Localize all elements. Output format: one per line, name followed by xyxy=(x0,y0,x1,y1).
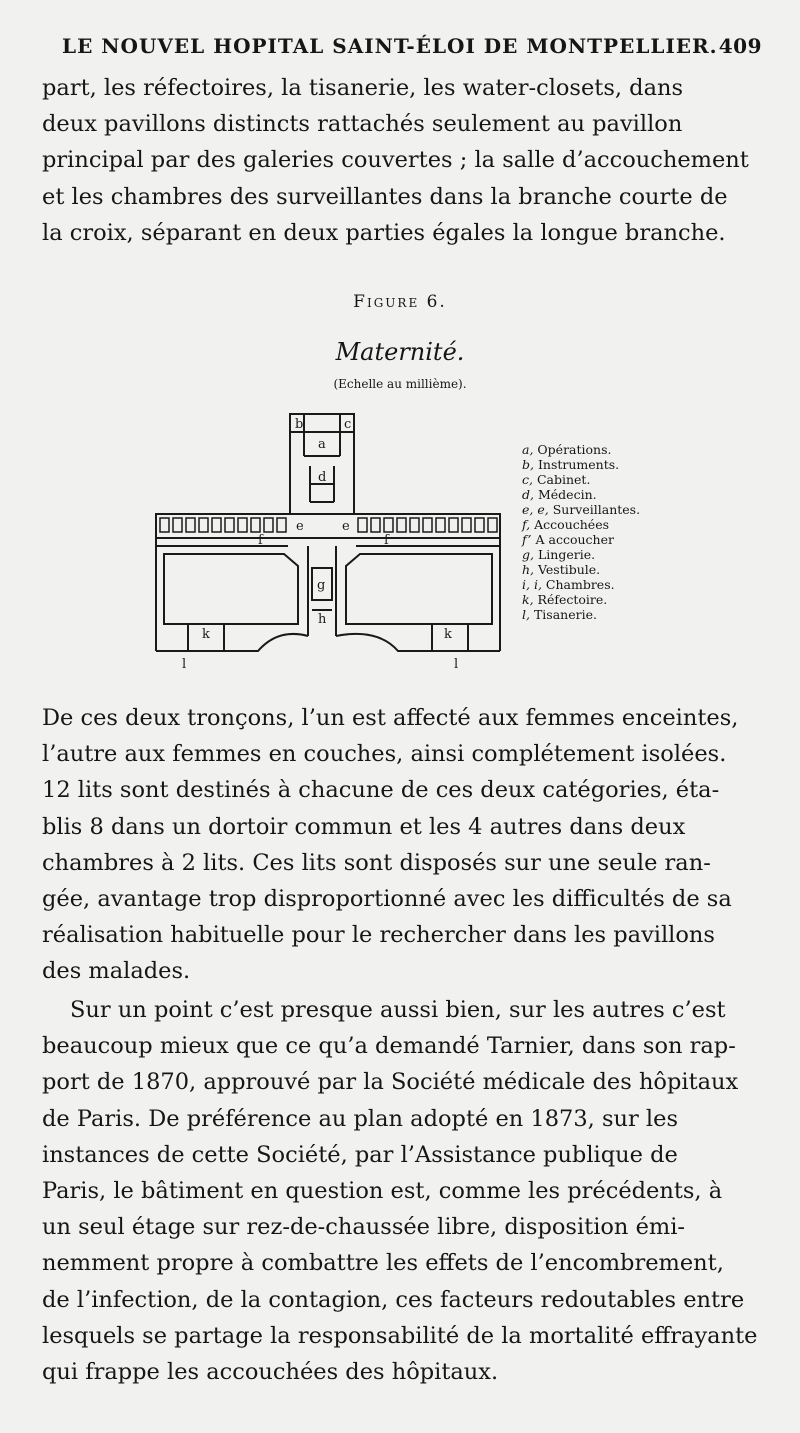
text-line: part, les réfectoires, la tisanerie, les water-closets, dans xyxy=(42,75,684,101)
legend-item: l, Tisanerie. xyxy=(522,607,597,622)
text-line: beaucoup mieux que ce qu’a demandé Tarnier, dans son rap- xyxy=(42,1033,736,1060)
plan-letter-l-left: l xyxy=(182,657,187,672)
text-line: un seul étage sur rez-de-chaussée libre, disposition émi- xyxy=(42,1214,686,1241)
text-line: l’autre aux femmes en couches, ainsi complétement isolées. xyxy=(42,741,727,768)
text-line: 12 lits sont destinés à chacune de ces deux catégories, éta- xyxy=(42,777,720,804)
text-line: deux pavillons distincts rattachés seulement au pavillon xyxy=(42,111,683,138)
plan-letter-b: b xyxy=(295,417,304,432)
plan-letter-c: c xyxy=(344,417,352,432)
text-line: et les chambres des surveillantes dans la branche courte de xyxy=(42,183,728,210)
figure-scale: (Echelle au millième). xyxy=(333,377,467,391)
page-header xyxy=(62,34,762,58)
plan-letter-l-right: l xyxy=(454,657,459,672)
legend-item: e, e, Surveillantes. xyxy=(522,502,641,517)
plan-letter-a: a xyxy=(318,437,326,452)
legend-item: f, Accouchées xyxy=(522,517,610,532)
text-line: Paris, le bâtiment en question est, comme les précédents, à xyxy=(42,1178,723,1205)
plan-letter-h: h xyxy=(318,612,327,627)
text-line: lesquels se partage la responsabilité de la mortalité effrayante xyxy=(42,1322,758,1349)
paragraph-top xyxy=(42,70,760,251)
paragraph-bottom xyxy=(42,992,760,1390)
plan-letter-k-left: k xyxy=(202,627,210,642)
plan-letter-e-right: e xyxy=(342,519,350,534)
text-line: nemment propre à combattre les effets de l’encombrement, xyxy=(42,1250,724,1277)
legend-item: d, Médecin. xyxy=(522,487,597,502)
text-line: Sur un point c’est presque aussi bien, sur les autres c’est xyxy=(70,997,726,1023)
plan-letter-e-left: e xyxy=(296,519,304,534)
page-number: 409 xyxy=(718,34,762,58)
maternity-floor-plan xyxy=(148,406,508,674)
plan-letter-k-right: k xyxy=(444,627,452,642)
legend-item: a, Opérations. xyxy=(522,442,612,457)
text-line: chambres à 2 lits. Ces lits sont disposés sur une seule ran- xyxy=(42,849,711,876)
legend-item: i, i, Chambres. xyxy=(522,577,615,592)
running-title: LE NOUVEL HOPITAL SAINT-ÉLOI DE MONTPELLIER. xyxy=(62,34,718,58)
plan-letter-g: g xyxy=(317,578,326,593)
figure-title: Maternité. xyxy=(335,338,465,366)
plan-letter-f-left: f xyxy=(258,533,263,548)
figure-legend xyxy=(522,442,640,622)
text-line: blis 8 dans un dortoir commun et les 4 autres dans deux xyxy=(42,813,686,840)
plan-letter-f-right: f xyxy=(384,533,389,548)
legend-item: c, Cabinet. xyxy=(522,472,591,487)
text-line: la croix, séparant en deux parties égales la longue branche. xyxy=(42,219,726,246)
plan-letter-d: d xyxy=(318,470,327,485)
text-line: port de 1870, approuvé par la Société médicale des hôpitaux xyxy=(42,1069,739,1096)
paragraph-middle xyxy=(42,700,760,990)
figure-label: Figure 6. xyxy=(353,292,447,312)
text-line: instances de cette Société, par l’Assistance publique de xyxy=(42,1141,678,1168)
text-line: gée, avantage trop disproportionné avec les difficultés de sa xyxy=(42,886,732,913)
text-line: réalisation habituelle pour le rechercher dans les pavillons xyxy=(42,922,715,949)
text-line: qui frappe les accouchées des hôpitaux. xyxy=(42,1359,499,1386)
text-line: des malades. xyxy=(42,958,191,985)
plan-windows xyxy=(160,518,497,532)
text-line: De ces deux tronçons, l’un est affecté aux femmes enceintes, xyxy=(42,705,739,731)
text-line: de Paris. De préférence au plan adopté en 1873, sur les xyxy=(42,1105,678,1132)
plan-left-pavilion xyxy=(164,554,298,624)
plan-right-pavilion xyxy=(346,554,492,624)
legend-item: b, Instruments. xyxy=(522,457,620,472)
legend-item: g, Lingerie. xyxy=(522,547,596,562)
text-line: principal par des galeries couvertes ; la salle d’accouchement xyxy=(42,147,749,174)
legend-item: k, Réfectoire. xyxy=(522,592,608,607)
legend-item: f’ A accoucher xyxy=(522,532,614,547)
text-line: de l’infection, de la contagion, ces facteurs redoutables entre xyxy=(42,1286,745,1313)
legend-item: h, Vestibule. xyxy=(522,562,601,577)
